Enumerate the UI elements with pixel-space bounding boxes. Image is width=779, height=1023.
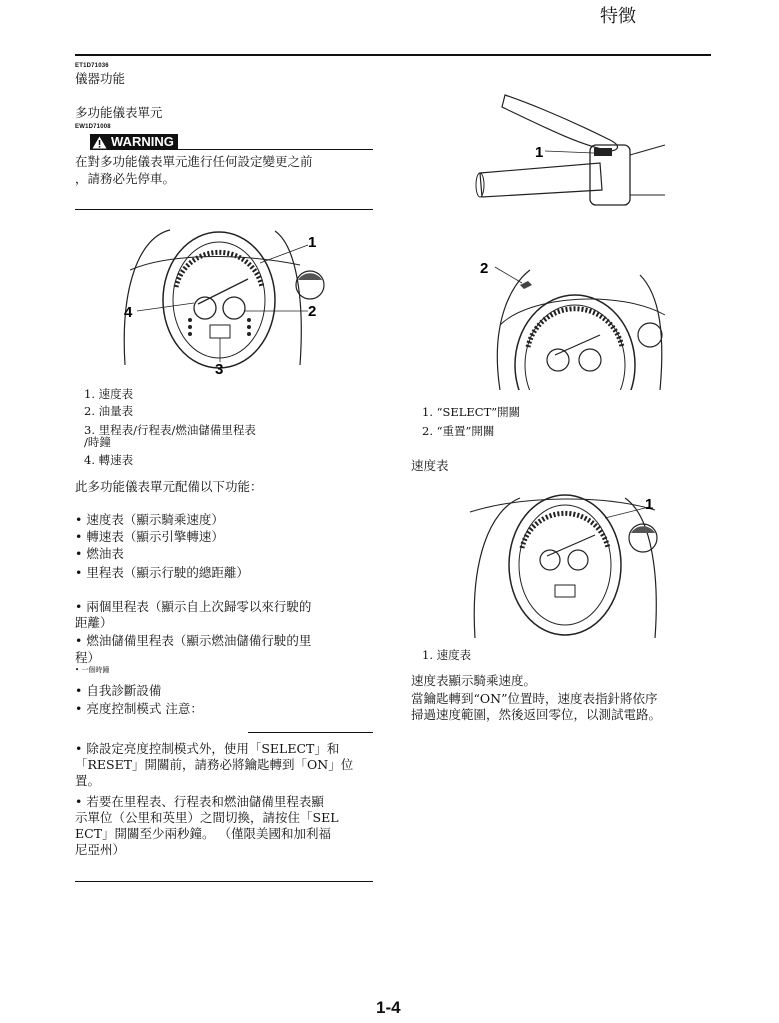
warning-text-2: ，請務必先停車。: [75, 171, 176, 186]
section-code: ET1D71036: [75, 63, 109, 69]
subsection-title: 多功能儀表單元: [75, 105, 163, 120]
intro-text: 此多功能儀表單元配備以下功能：: [75, 479, 263, 494]
warning-label: WARNING: [111, 134, 174, 149]
warning-text-1: 在對多功能儀表單元進行任何設定變更之前: [75, 154, 313, 169]
figure1-callout-2: 2: [308, 303, 317, 320]
feature-item: 距離）: [75, 615, 113, 630]
feature-item: • 速度表（顯示騎乘速度）: [75, 512, 224, 527]
figure3-callout-1: 1: [645, 496, 654, 513]
notice-bottom-rule: [75, 881, 373, 882]
small-note: • 一個時鐘: [75, 666, 110, 674]
warning-badge: [90, 134, 178, 150]
notice2-line: 示單位（公里和英里）之間切換，請按住「SEL: [75, 810, 339, 825]
warning-triangle-icon: [92, 136, 107, 149]
notice1-line: 置。: [75, 773, 101, 788]
legend3-item-1: 1. 速度表: [422, 648, 472, 662]
legend1-item-3: 3. 里程表/行程表/燃油儲備里程表: [84, 423, 256, 437]
feature-item: 程）: [75, 650, 101, 665]
speed-text-line: 當鑰匙轉到“ON”位置時，速度表指針將依序: [411, 691, 658, 706]
speedometer-title: 速度表: [411, 458, 449, 473]
feature-item: • 兩個里程表（顯示自上次歸零以來行駛的: [75, 599, 312, 614]
notice2-line: ECT」開關至少兩秒鐘。 （僅限美國和加利福: [75, 826, 332, 841]
legend2-item-1: 1. “SELECT”開關: [422, 405, 521, 419]
warning-top-rule: [170, 149, 373, 150]
header-rule: [75, 54, 711, 56]
feature-item: • 燃油表: [75, 546, 124, 561]
figure1-callout-3: 3: [215, 361, 224, 378]
page-number: 1-4: [376, 998, 401, 1017]
feature-item: • 自我診斷設備: [75, 683, 162, 698]
notice2-line: 尼亞州）: [75, 842, 126, 857]
legend1-item-4: 4. 轉速表: [84, 453, 134, 467]
speed-text-line: 速度表顯示騎乘速度。: [411, 673, 537, 688]
legend1-item-2: 2. 油量表: [84, 404, 134, 418]
feature-item: • 燃油儲備里程表（顯示燃油儲備行駛的里: [75, 633, 312, 648]
warning-bottom-rule: [75, 209, 373, 210]
legend2-item-2: 2. “重置”開關: [422, 424, 495, 438]
meter-figure-1: [110, 225, 330, 380]
feature-item: • 轉速表（顯示引擎轉速）: [75, 529, 224, 544]
figure1-callout-1: 1: [308, 234, 317, 251]
figure2-callout-1: 1: [535, 144, 544, 161]
notice1-line: • 除設定亮度控制模式外，使用「SELECT」和: [75, 741, 340, 756]
figure2-callout-2: 2: [480, 260, 489, 277]
legend1-item-3b: /時鐘: [84, 435, 111, 449]
switch-figure: [470, 85, 670, 390]
notice1-line: 「RESET」開關前，請務必將鑰匙轉到「ON」位: [75, 757, 354, 772]
notice-top-rule: [248, 732, 373, 733]
section-title: 儀器功能: [75, 71, 126, 86]
speedometer-figure: [465, 490, 665, 640]
feature-item: • 里程表（顯示行駛的總距離）: [75, 565, 249, 580]
warning-code: EW1D71008: [75, 124, 111, 130]
speed-text-line: 掃過速度範圍，然後返回零位，以測試電路。: [411, 707, 662, 722]
legend1-item-1: 1. 速度表: [84, 387, 134, 401]
chapter-title: 特徴: [600, 6, 636, 27]
feature-item: • 亮度控制模式 注意：: [75, 701, 203, 716]
notice2-line: • 若要在里程表、行程表和燃油儲備里程表顯: [75, 794, 324, 809]
figure1-callout-4: 4: [124, 304, 133, 321]
